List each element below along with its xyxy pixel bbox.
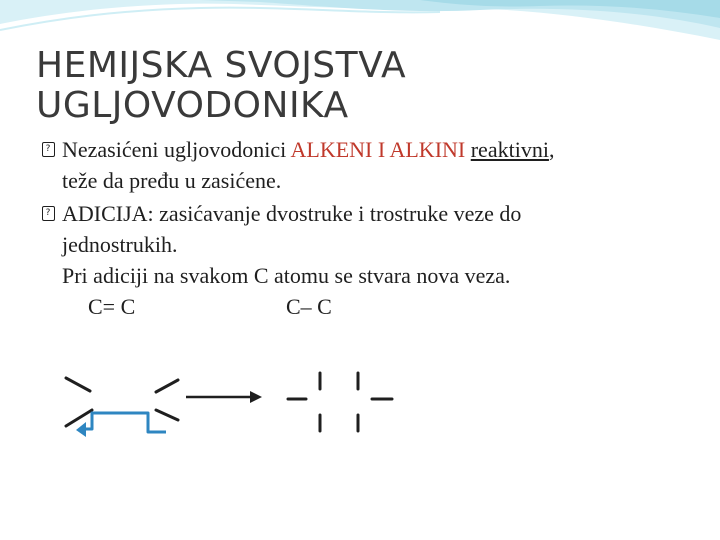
paragraph-1-comma: ,	[548, 137, 555, 162]
paragraph-unsaturated	[38, 134, 708, 165]
slide-body	[38, 134, 708, 325]
bond-left-top	[66, 378, 90, 391]
curved-arrow-icon	[76, 413, 166, 437]
bond-left-bottom	[66, 410, 92, 426]
title-line-2: UGLJOVODONIKA	[36, 85, 349, 126]
formula-row	[38, 291, 708, 325]
paragraph-addition	[38, 198, 708, 229]
paragraph-1-text: Nezasićeni ugljovodonici	[62, 137, 291, 162]
square-bullet-icon: ?	[38, 138, 58, 160]
paragraph-3: Pri adiciji na svakom C atomu se stvara nova veza.	[62, 263, 511, 288]
title-line-1: HEMIJSKA SVOJSTVA	[36, 45, 407, 86]
formula-single-bond: C– C	[286, 294, 332, 319]
bond-right-bottom	[156, 410, 178, 420]
paragraph-2-line-2: jednostrukih.	[62, 232, 178, 257]
bond-right-top	[156, 380, 178, 392]
formula-double-bond: C= C	[88, 294, 136, 319]
paragraph-2-line-1: ADICIJA: zasićavanje dvostruke i trostruke veze do	[62, 201, 522, 226]
right-arrow-icon	[186, 391, 262, 403]
reaktivni-underlined: reaktivni	[470, 137, 549, 162]
page-title	[36, 46, 676, 126]
paragraph-1-continuation: teže da pređu u zasićene.	[62, 168, 282, 193]
square-bullet-icon: ?	[38, 202, 58, 224]
alkeni-alkini-highlight: ALKENI I ALKINI	[290, 137, 466, 162]
